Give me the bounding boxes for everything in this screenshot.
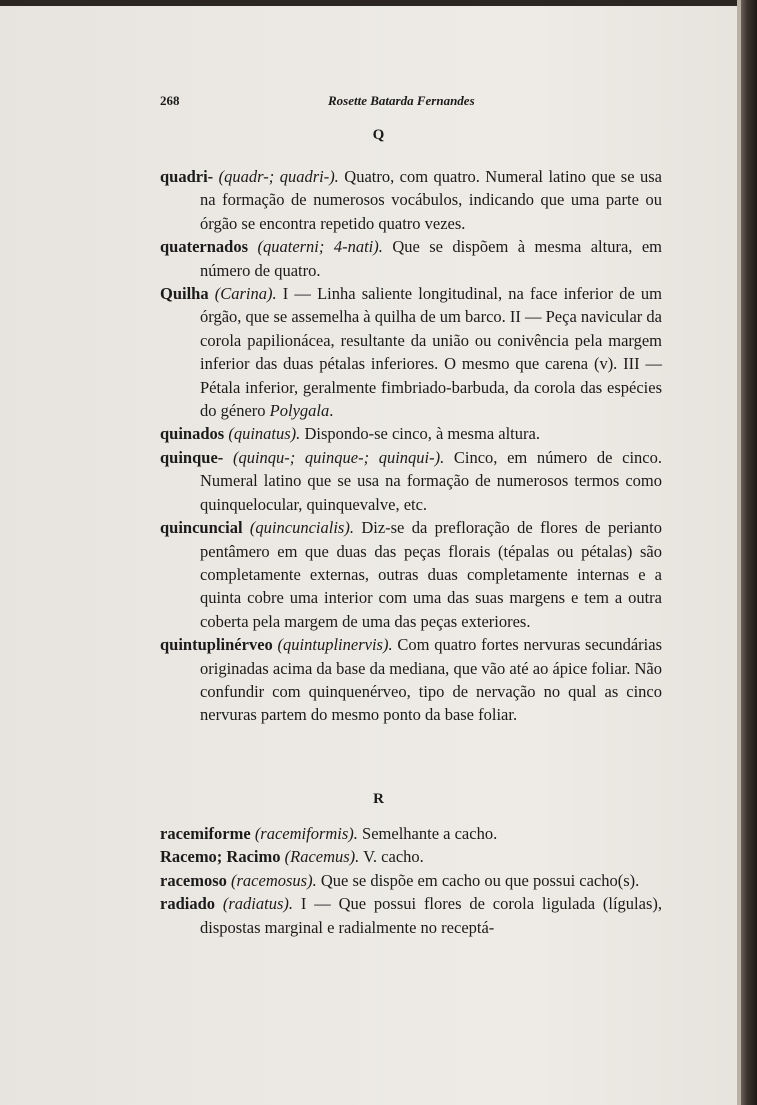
glossary-entry [160,892,662,939]
entry-term: Racemo; Racimo [160,847,281,867]
entry-genus: Polygala [269,401,330,421]
entry-definition: Dispondo-se cinco, à mesma altura. [300,424,540,444]
glossary-entry [160,165,662,235]
entry-term: quintuplinérveo [160,635,273,655]
glossary-entry [160,869,662,892]
entry-definition: I — Linha saliente longitudinal, na face inferior de um órgão, que se assemelha à quilha de um barco. II — Peça navicular da corola papilionácea, resultante da união ou conivência pela margem inferior das duas pétalas inferiores. O mesmo que carena (v). III — Pétala inferior, geralmente fimbriado-barbuda, da corola das espécies do género [200,284,663,421]
entry-term: racemiforme [160,824,251,843]
section-q-entries [160,165,662,727]
scan-top-edge [0,0,757,6]
glossary-entry [160,422,662,445]
entry-latin: (quadr-; quadri-). [218,167,339,186]
entry-latin: (quinatus). [228,424,301,444]
entry-latin: (racemosus). [231,870,317,890]
entry-term: quadri- [160,167,214,186]
glossary-entry [160,516,662,633]
entry-latin: (Carina). [214,284,277,304]
entry-definition: Com quatro fortes nervuras secundárias originadas acima da base da mediana, que vão até ao ápice foliar. Não confundir com quinquenérveo, tipo de nervação no qual as cinco nervuras partem do mesmo ponto da base foliar. [200,635,662,725]
entry-term: quinque- [160,447,224,467]
entry-latin: (Racemus). [284,847,360,867]
glossary-entry [160,446,662,516]
entry-term: racemoso [160,870,227,890]
entry-definition: V. cacho. [359,847,424,867]
glossary-entry [160,282,662,422]
entry-definition: Diz-se da prefloração de flores de perianto pentâmero em que duas das peças florais (tépalas ou pétalas) são completamente externas, outras duas completamente internas e a quinta cobre uma interior com uma das suas margens e tem a outra coberta pela margem de uma das peças exteriores. [200,518,663,631]
entry-definition: Quatro, com quatro. Numeral latino que se usa na formação de numerosos vocábulos, indicando que uma parte ou órgão se encontra repetido quatro vezes. [200,167,662,233]
entry-term: quaternados [160,237,249,257]
section-letter-q: Q [372,127,385,143]
section-letter-r: R [373,791,384,807]
entry-latin: (quincuncialis). [249,518,354,538]
running-author: Rosette Batarda Fernandes [328,93,475,108]
glossary-entry [160,822,662,845]
entry-definition: Cinco, em número de cinco. Numeral latino que se usa na formação de numerosos termos como quinquelocular, quinquevalve, etc. [200,447,663,514]
entry-definition: Que se dispõe em cacho ou que possui cacho(s). [316,870,640,890]
section-r-entries [160,822,662,939]
entry-term: quincuncial [160,518,243,538]
entry-latin: (radiatus). [222,894,293,914]
page-number: 268 [160,93,180,108]
entry-latin: (quintuplinervis). [277,635,393,655]
glossary-entry [160,845,662,868]
glossary-entry [160,633,662,727]
running-header [160,93,660,113]
scan-right-edge [741,0,757,1105]
entry-latin: (quaterni; 4-nati). [257,237,383,257]
entry-definition: I — Que possui flores de corola ligulada (lígulas), dispostas marginal e radialmente no receptá- [200,894,662,937]
entry-term: quinados [160,424,225,444]
entry-definition: Que se dispõem à mesma altura, em número de quatro. [200,237,663,280]
entry-term: Quilha [160,284,209,304]
entry-definition: Semelhante a cacho. [357,824,498,843]
entry-latin: (racemiformis). [254,824,358,843]
entry-definition-end: . [329,401,334,421]
glossary-entry [160,235,662,282]
entry-latin: (quinqu-; quinque-; quinqui-). [232,447,445,467]
entry-term: radiado [160,894,216,914]
